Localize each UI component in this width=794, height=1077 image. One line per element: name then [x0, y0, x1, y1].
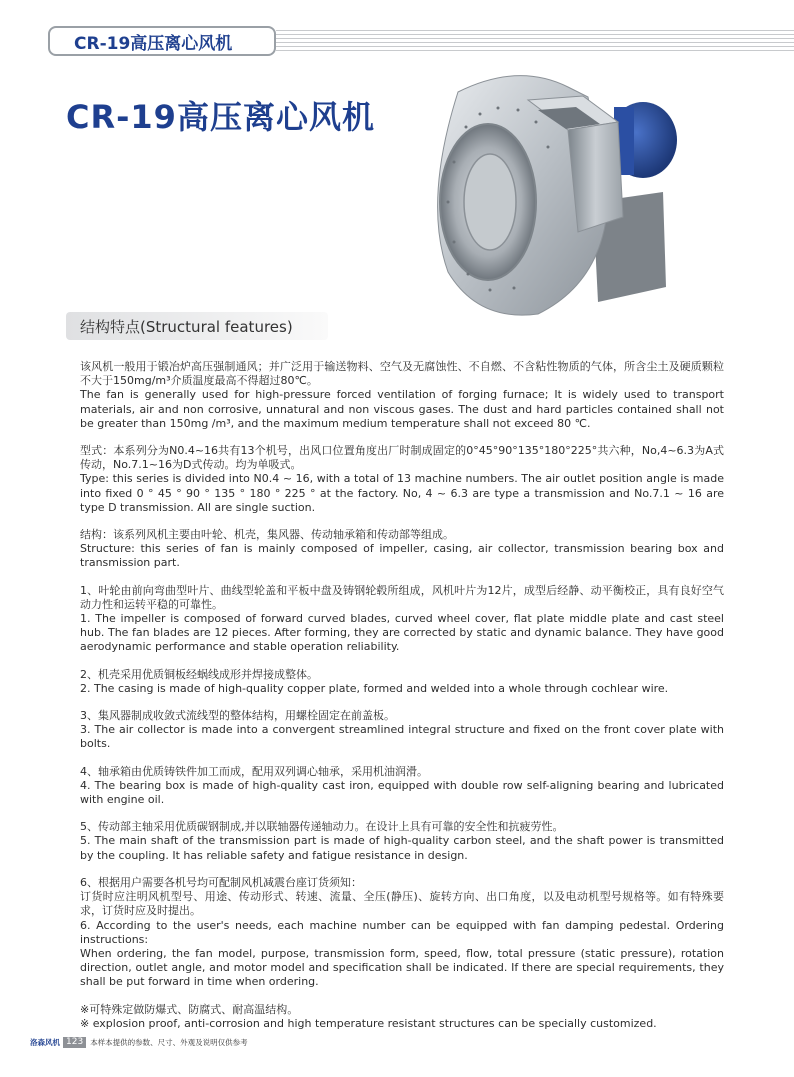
header-stripes [276, 30, 794, 52]
page-footer [30, 1036, 248, 1048]
paragraph-zh: 结构：该系列风机主要由叶轮、机壳，集风器、传动轴承箱和传动部等组成。 [80, 528, 454, 542]
paragraph-en: ※ explosion proof, anti-corrosion and high temperature resistant structures can be specially customized. [80, 1016, 657, 1030]
paragraph-shaft [80, 820, 724, 863]
paragraph-en: Structure: this series of fan is mainly composed of impeller, casing, air collector, transmission bearing box and transmission part. [80, 542, 724, 570]
page-title: CR-19高压离心风机 [66, 98, 375, 136]
paragraph-zh: 订货时应注明风机型号、用途、传动形式、转速、流量、全压(静压)、旋转方向、出口角度，以及电动机型号规格等。如有特殊要求，订货时应及时提出。 [80, 890, 724, 918]
paragraph-en: 4. The bearing box is made of high-quality cast iron, equipped with double row self-aligning bearing and lubricated with engine oil. [80, 778, 724, 807]
paragraph-collector [80, 709, 724, 752]
section-heading-text: 结构特点(Structural features) [80, 317, 293, 336]
paragraph-zh: 5、传动部主轴采用优质碳钢制成,并以联轴器传递轴动力。在设计上具有可靠的安全性和抗疲劳性。 [80, 820, 564, 834]
paragraph-zh: 6、根据用户需要各机号均可配制风机减震台座订货须知： [80, 875, 362, 889]
paragraph-usage [80, 360, 724, 431]
fan-product-photo [418, 52, 708, 332]
footer-note: 本样本提供的参数、尺寸、外观及说明仅供参考 [90, 1037, 248, 1047]
paragraph-casing [80, 668, 724, 696]
paragraph-bearing [80, 765, 724, 808]
paragraph-en: The fan is generally used for high-pressure forced ventilation of forging furnace; It is widely used to transport materials, air and non corrosive, unnatural and non viscous gases. The dust and hard particles contained shall not be greater than 150mg /m³, and the maximum medium temperature shall not exceed 80 ℃. [80, 388, 724, 430]
paragraph-zh: ※可特殊定做防爆式、防腐式、耐高温结构。 [80, 1002, 299, 1016]
content-body [80, 360, 724, 1044]
paragraph-type [80, 444, 724, 515]
paragraph-ordering [80, 876, 724, 990]
paragraph-special [80, 1003, 724, 1031]
paragraph-en: 6. According to the user's needs, each machine number can be equipped with fan damping pedestal. Ordering instructions: [80, 918, 724, 946]
paragraph-zh: 该风机一般用于锻冶炉高压强制通风；并广泛用于输送物料、空气及无腐蚀性、不自燃、不含粘性物质的气体，所含尘土及硬质颗粒不大于150mg/m³介质温度最高不得超过80℃。 [80, 360, 724, 388]
paragraph-en: When ordering, the fan model, purpose, transmission form, speed, flow, total pressure (static pressure), rotation direction, outlet angle, and motor model and specification shall be indicated. If there are special requirements, they shall be put forward in time when ordering. [80, 946, 724, 989]
paragraph-en: 3. The air collector is made into a convergent streamlined integral structure and fixed on the front cover plate with bolts. [80, 723, 724, 751]
paragraph-zh: 3、集风器制成收敛式流线型的整体结构，用螺栓固定在前盖板。 [80, 709, 395, 723]
paragraph-en: Type: this series is divided into N0.4 ~ 16, with a total of 13 machine numbers. The air outlet position angle is made into fixed 0 ° 45 ° 90 ° 135 ° 180 ° 225 ° at the factory. No, 4 ~ 6.3 are type a transmission and No.7.1 ~ 16 are type D transmission. All are single suction. [80, 472, 724, 514]
paragraph-impeller [80, 584, 724, 655]
paragraph-zh: 4、轴承箱由优质铸铁件加工而成，配用双列调心轴承，采用机油润滑。 [80, 764, 428, 778]
footer-brand: 洛森风机 [30, 1037, 60, 1047]
paragraph-zh: 2、机壳采用优质铜板经蜗线成形并焊接成整体。 [80, 667, 318, 681]
paragraph-zh: 型式：本系列分为N0.4~16共有13个机号，出风口位置角度出厂时制成固定的0°45°90°135°180°225°共六种，No,4~6.3为A式传动，No.7.1~16为D式传动。均为单吸式。 [80, 444, 724, 472]
header-tab-title: CR-19高压离心风机 [74, 33, 233, 54]
paragraph-en: 1. The impeller is composed of forward curved blades, curved wheel cover, flat plate middle plate and cast steel hub. The fan blades are 12 pieces. After forming, they are corrected by static and dynamic balance. They have good aerodynamic performance and stable operation reliability. [80, 612, 724, 654]
paragraph-zh: 1、叶轮由前向弯曲型叶片、曲线型轮盖和平板中盘及铸钢轮毂所组成，风机叶片为12片，成型后经静、动平衡校正，具有良好空气动力性和运转平稳的可靠性。 [80, 583, 724, 611]
paragraph-structure [80, 528, 724, 571]
page-number: 123 [63, 1037, 86, 1048]
header-tab [48, 26, 276, 56]
paragraph-en: 5. The main shaft of the transmission part is made of high-quality carbon steel, and the shaft power is transmitted by the coupling. It has reliable safety and fatigue resistance in design. [80, 834, 724, 862]
paragraph-en: 2. The casing is made of high-quality copper plate, formed and welded into a whole through cochlear wire. [80, 681, 669, 695]
section-heading [66, 312, 328, 340]
